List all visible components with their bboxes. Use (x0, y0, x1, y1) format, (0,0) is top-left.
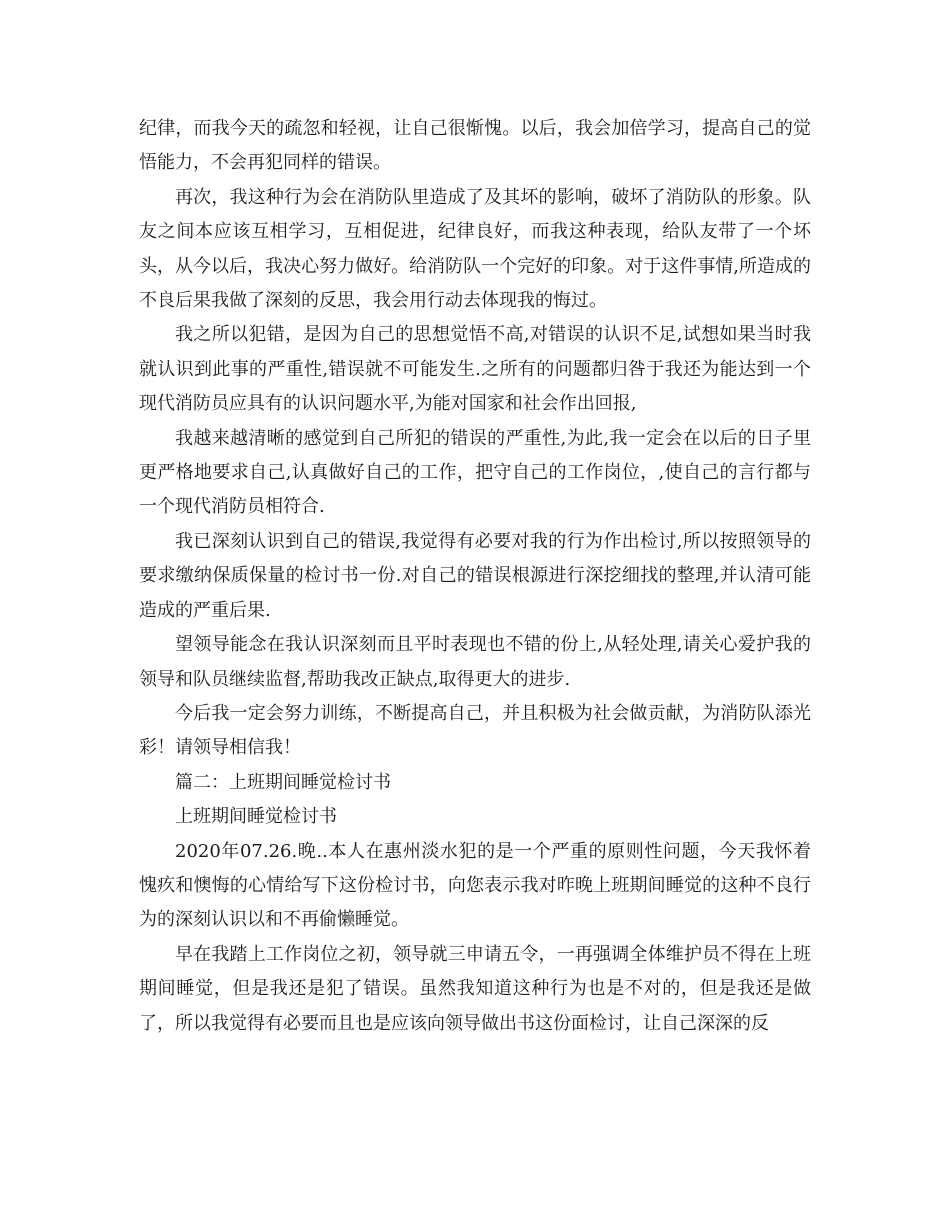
paragraph-3: 我之所以犯错，是因为自己的思想觉悟不高,对错误的认识不足,试想如果当时我就认识到此事的严重性,错误就不可能发生.之所有的问题都归咎于我还为能达到一个现代消防员应具有的认识问题水平,为能对国家和社会作出回报, (139, 324, 811, 415)
section-heading: 篇二：上班期间睡觉检讨书 (175, 771, 391, 793)
paragraph-11: 早在我踏上工作岗位之初，领导就三申请五令，一再强调全体维护员不得在上班期间睡觉，但是我还是犯了错误。虽然我知道这种行为也是不对的，但是我还是做了，所以我觉得有必要而且也是应该向领导做出书这份面检讨，让自己深深的反 (139, 943, 811, 1034)
paragraph-1: 纪律，而我今天的疏忽和轻视，让自己很惭愧。以后，我会加倍学习，提高自己的觉悟能力，不会再犯同样的错误。 (139, 118, 811, 174)
paragraph-6: 望领导能念在我认识深刻而且平时表现也不错的份上,从轻处理,请关心爱护我的领导和队员继续监督,帮助我改正缺点,取得更大的进步. (139, 634, 811, 690)
paragraph-7: 今后我一定会努力训练，不断提高自己，并且积极为社会做贡献，为消防队添光彩！请领导相信我！ (139, 702, 811, 759)
paragraph-4: 我越来越清晰的感觉到自己所犯的错误的严重性,为此,我一定会在以后的日子里更严格地要求自己,认真做好自己的工作，把守自己的工作岗位，,使自己的言行都与一个现代消防员相符合. (139, 427, 811, 518)
paragraph-10: 2020年07.26.晚..本人在惠州淡水犯的是一个严重的原则性问题，今天我怀着愧疚和懊悔的心情给写下这份检讨书，向您表示我对昨晚上班期间睡觉的这种不良行为的深刻认识以和不再偷懒睡觉。 (139, 840, 811, 931)
section-title: 上班期间睡觉检讨书 (175, 806, 337, 828)
document-body (139, 112, 811, 1041)
paragraph-2: 再次，我这种行为会在消防队里造成了及其坏的影响，破坏了消防队的形象。队友之间本应该互相学习，互相促进，纪律良好，而我这种表现，给队友带了一个坏头，从今以后，我决心努力做好。给消防队一个完好的印象。对于这件事情,所造成的不良后果我做了深刻的反思，我会用行动去体现我的悔过。 (139, 186, 811, 312)
paragraph-5: 我已深刻认识到自己的错误,我觉得有必要对我的行为作出检讨,所以按照领导的要求缴纳保质保量的检讨书一份.对自己的错误根源进行深挖细找的整理,并认清可能造成的严重后果. (139, 530, 811, 621)
